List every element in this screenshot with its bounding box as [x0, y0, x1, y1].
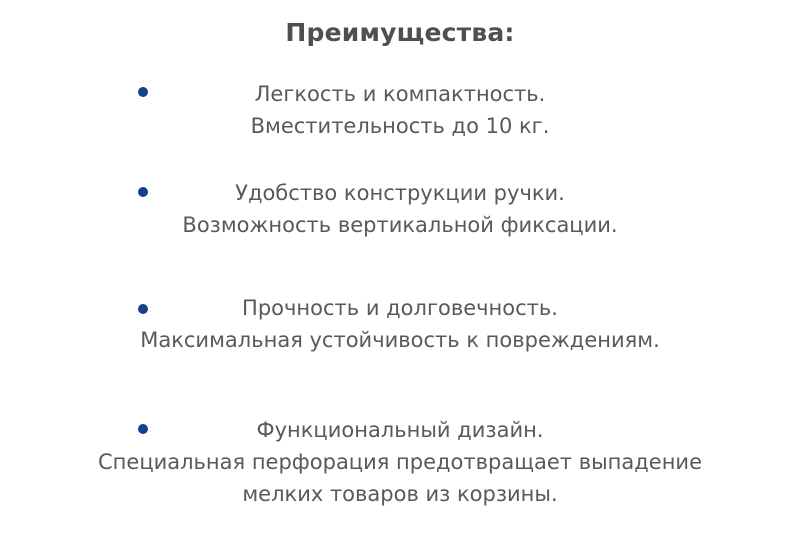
advantage-description: Вместительность до 10 кг.	[250, 114, 550, 138]
advantage-item-handle	[0, 177, 800, 241]
bullet-icon	[138, 87, 148, 97]
advantage-heading: Легкость и компактность.	[254, 82, 546, 106]
bullet-icon	[138, 424, 148, 434]
advantage-heading: Удобство конструкции ручки.	[235, 181, 565, 205]
bullet-icon	[138, 187, 148, 197]
advantage-heading: Прочность и долговечность.	[242, 296, 558, 320]
advantage-item-design	[0, 414, 800, 510]
bullet-icon	[138, 304, 148, 314]
advantage-description: Специальная перфорация предотвращает выпадение	[98, 450, 702, 474]
advantage-description: Возможность вертикальной фиксации.	[182, 213, 618, 237]
page-title: Преимущества:	[285, 18, 515, 47]
advantage-description: мелких товаров из корзины.	[242, 482, 558, 506]
advantage-item-durability	[0, 292, 800, 356]
advantage-heading: Функциональный дизайн.	[256, 418, 544, 442]
advantage-item-lightness	[0, 78, 800, 142]
advantage-description: Максимальная устойчивость к повреждениям.	[140, 328, 660, 352]
